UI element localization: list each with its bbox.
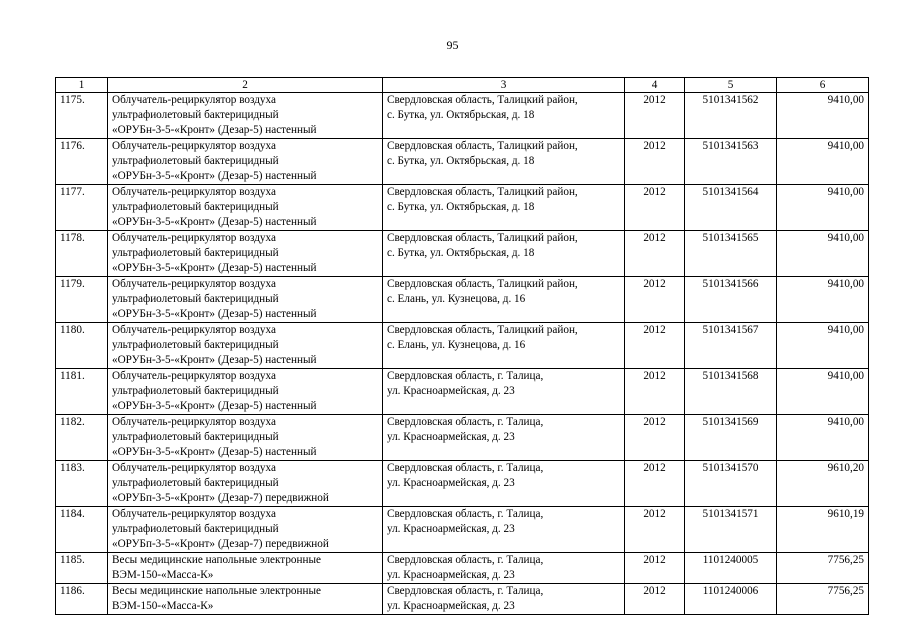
item-name-line: ультрафиолетовый бактерицидный [112,155,279,167]
item-name-line: ультрафиолетовый бактерицидный [112,339,279,351]
address-line: Свердловская область, г. Талица, [387,508,544,520]
column-header: 3 [383,78,625,93]
item-name-cell [108,323,383,369]
table-header [56,78,869,93]
item-name-line: Облучатель-рециркулятор воздуха [112,416,276,428]
cost-value: 9410,00 [827,278,864,290]
address-line: с. Елань, ул. Кузнецова, д. 16 [387,339,526,351]
row-number-cell [56,415,108,461]
cost-cell [777,139,869,185]
row-number: 1183. [60,462,85,474]
item-name-line: Облучатель-рециркулятор воздуха [112,462,276,474]
row-number-cell [56,93,108,139]
item-name-line: «ОРУБн-3-5-«Кронт» (Дезар-5) настенный [112,124,317,136]
address-line: Свердловская область, Талицкий район, [387,324,578,336]
inventory-number-cell [685,415,777,461]
inventory-number-cell [685,507,777,553]
address-line: Свердловская область, г. Талица, [387,416,544,428]
column-number-row [56,78,869,93]
cost-value: 7756,25 [827,585,864,597]
cost-value: 9410,00 [827,94,864,106]
cost-cell [777,461,869,507]
item-name-cell [108,139,383,185]
item-name-line: «ОРУБн-3-5-«Кронт» (Дезар-5) настенный [112,400,317,412]
cost-value: 9610,20 [827,462,864,474]
year-cell [625,185,685,231]
cost-cell [777,185,869,231]
inventory-number: 1101240006 [702,585,759,597]
address-cell [383,461,625,507]
item-name-line: Облучатель-рециркулятор воздуха [112,140,276,152]
item-name-cell [108,231,383,277]
inventory-number: 5101341563 [702,140,759,152]
item-name-line: «ОРУБп-3-5-«Кронт» (Дезар-7) передвижной [112,538,329,550]
year-value: 2012 [643,370,666,382]
table-row [56,461,869,507]
address-cell [383,584,625,615]
address-line: ул. Красноармейская, д. 23 [387,385,515,397]
year-value: 2012 [643,278,666,290]
cost-cell [777,584,869,615]
item-name-cell [108,93,383,139]
inventory-number-cell [685,584,777,615]
row-number: 1177. [60,186,85,198]
year-value: 2012 [643,585,666,597]
row-number-cell [56,277,108,323]
address-line: Свердловская область, Талицкий район, [387,232,578,244]
inventory-number: 5101341569 [702,416,759,428]
item-name-line: «ОРУБп-3-5-«Кронт» (Дезар-7) передвижной [112,492,329,504]
row-number: 1185. [60,554,85,566]
year-value: 2012 [643,324,666,336]
row-number-cell [56,369,108,415]
year-cell [625,553,685,584]
item-name-line: ультрафиолетовый бактерицидный [112,385,279,397]
item-name-cell [108,584,383,615]
year-value: 2012 [643,94,666,106]
cost-cell [777,507,869,553]
item-name-line: Весы медицинские напольные электронные [112,554,321,566]
cost-value: 9410,00 [827,232,864,244]
inventory-number-cell [685,231,777,277]
row-number: 1178. [60,232,85,244]
address-cell [383,231,625,277]
row-number-cell [56,139,108,185]
cost-value: 7756,25 [827,554,864,566]
item-name-line: Облучатель-рециркулятор воздуха [112,94,276,106]
cost-cell [777,231,869,277]
table-row [56,139,869,185]
row-number-cell [56,553,108,584]
item-name-cell [108,369,383,415]
item-name-line: ультрафиолетовый бактерицидный [112,477,279,489]
item-name-line: ультрафиолетовый бактерицидный [112,247,279,259]
inventory-number: 5101341566 [702,278,759,290]
inventory-number: 5101341564 [702,186,759,198]
inventory-number: 1101240005 [702,554,759,566]
inventory-number: 5101341565 [702,232,759,244]
item-name-line: Облучатель-рециркулятор воздуха [112,186,276,198]
inventory-number: 5101341562 [702,94,759,106]
address-line: с. Елань, ул. Кузнецова, д. 16 [387,293,526,305]
item-name-line: «ОРУБн-3-5-«Кронт» (Дезар-5) настенный [112,354,317,366]
table-row [56,231,869,277]
year-value: 2012 [643,140,666,152]
item-name-line: Облучатель-рециркулятор воздуха [112,324,276,336]
address-cell [383,323,625,369]
item-name-cell [108,185,383,231]
address-cell [383,277,625,323]
cost-value: 9410,00 [827,186,864,198]
row-number-cell [56,584,108,615]
year-cell [625,93,685,139]
year-value: 2012 [643,462,666,474]
address-line: ул. Красноармейская, д. 23 [387,523,515,535]
row-number: 1180. [60,324,85,336]
address-line: ул. Красноармейская, д. 23 [387,477,515,489]
column-header: 1 [56,78,108,93]
item-name-cell [108,461,383,507]
year-value: 2012 [643,508,666,520]
address-cell [383,553,625,584]
item-name-line: «ОРУБн-3-5-«Кронт» (Дезар-5) настенный [112,308,317,320]
inventory-number-cell [685,185,777,231]
address-line: Свердловская область, г. Талица, [387,554,544,566]
page-number: 95 [446,38,459,52]
year-cell [625,323,685,369]
table-body [56,93,869,615]
inventory-number-cell [685,139,777,185]
row-number: 1181. [60,370,85,382]
cost-value: 9410,00 [827,416,864,428]
inventory-number-cell [685,369,777,415]
year-cell [625,277,685,323]
table-row [56,323,869,369]
row-number-cell [56,507,108,553]
inventory-number: 5101341567 [702,324,759,336]
address-line: Свердловская область, Талицкий район, [387,94,578,106]
address-line: Свердловская область, г. Талица, [387,462,544,474]
cost-value: 9610,19 [827,508,864,520]
address-cell [383,93,625,139]
row-number: 1179. [60,278,85,290]
year-value: 2012 [643,554,666,566]
address-cell [383,507,625,553]
table-row [56,93,869,139]
row-number: 1175. [60,94,85,106]
address-cell [383,415,625,461]
cost-cell [777,277,869,323]
item-name-line: ультрафиолетовый бактерицидный [112,293,279,305]
year-value: 2012 [643,186,666,198]
cost-cell [777,369,869,415]
item-name-line: «ОРУБн-3-5-«Кронт» (Дезар-5) настенный [112,216,317,228]
address-line: с. Бутка, ул. Октябрьская, д. 18 [387,201,535,213]
address-line: с. Бутка, ул. Октябрьская, д. 18 [387,247,535,259]
inventory-number: 5101341571 [702,508,759,520]
table-row [56,415,869,461]
table-row [56,553,869,584]
year-cell [625,139,685,185]
item-name-cell [108,277,383,323]
cost-value: 9410,00 [827,140,864,152]
address-line: ул. Красноармейская, д. 23 [387,569,515,581]
item-name-cell [108,415,383,461]
address-cell [383,369,625,415]
year-value: 2012 [643,416,666,428]
table-row [56,185,869,231]
address-line: Свердловская область, Талицкий район, [387,186,578,198]
year-cell [625,369,685,415]
row-number: 1186. [60,585,85,597]
cost-value: 9410,00 [827,324,864,336]
item-name-line: ультрафиолетовый бактерицидный [112,431,279,443]
address-line: ул. Красноармейская, д. 23 [387,431,515,443]
item-name-line: ВЭМ-150-«Масса-К» [112,600,214,612]
column-header: 6 [777,78,869,93]
row-number: 1184. [60,508,85,520]
property-register-table [55,77,869,615]
item-name-line: «ОРУБн-3-5-«Кронт» (Дезар-5) настенный [112,170,317,182]
year-cell [625,461,685,507]
item-name-line: «ОРУБн-3-5-«Кронт» (Дезар-5) настенный [112,446,317,458]
year-cell [625,507,685,553]
inventory-number: 5101341568 [702,370,759,382]
table-row [56,369,869,415]
item-name-line: «ОРУБн-3-5-«Кронт» (Дезар-5) настенный [112,262,317,274]
inventory-number-cell [685,93,777,139]
address-cell [383,185,625,231]
address-line: ул. Красноармейская, д. 23 [387,600,515,612]
year-value: 2012 [643,232,666,244]
address-line: Свердловская область, г. Талица, [387,370,544,382]
item-name-line: Облучатель-рециркулятор воздуха [112,370,276,382]
item-name-line: ультрафиолетовый бактерицидный [112,523,279,535]
year-cell [625,584,685,615]
inventory-number-cell [685,323,777,369]
address-line: Свердловская область, Талицкий район, [387,278,578,290]
cost-cell [777,323,869,369]
table-row [56,507,869,553]
inventory-number-cell [685,277,777,323]
inventory-number: 5101341570 [702,462,759,474]
table-row [56,584,869,615]
item-name-line: ультрафиолетовый бактерицидный [112,201,279,213]
address-cell [383,139,625,185]
address-line: с. Бутка, ул. Октябрьская, д. 18 [387,109,535,121]
item-name-line: ВЭМ-150-«Масса-К» [112,569,214,581]
year-cell [625,231,685,277]
item-name-line: ультрафиолетовый бактерицидный [112,109,279,121]
row-number: 1182. [60,416,85,428]
item-name-line: Весы медицинские напольные электронные [112,585,321,597]
item-name-cell [108,553,383,584]
cost-cell [777,93,869,139]
cost-cell [777,553,869,584]
item-name-cell [108,507,383,553]
address-line: Свердловская область, г. Талица, [387,585,544,597]
item-name-line: Облучатель-рециркулятор воздуха [112,232,276,244]
address-line: с. Бутка, ул. Октябрьская, д. 18 [387,155,535,167]
table-row [56,277,869,323]
cost-cell [777,415,869,461]
item-name-line: Облучатель-рециркулятор воздуха [112,508,276,520]
column-header: 4 [625,78,685,93]
cost-value: 9410,00 [827,370,864,382]
column-header: 5 [685,78,777,93]
row-number-cell [56,323,108,369]
year-cell [625,415,685,461]
item-name-line: Облучатель-рециркулятор воздуха [112,278,276,290]
column-header: 2 [108,78,383,93]
inventory-number-cell [685,553,777,584]
address-line: Свердловская область, Талицкий район, [387,140,578,152]
row-number: 1176. [60,140,85,152]
inventory-number-cell [685,461,777,507]
row-number-cell [56,185,108,231]
row-number-cell [56,461,108,507]
row-number-cell [56,231,108,277]
